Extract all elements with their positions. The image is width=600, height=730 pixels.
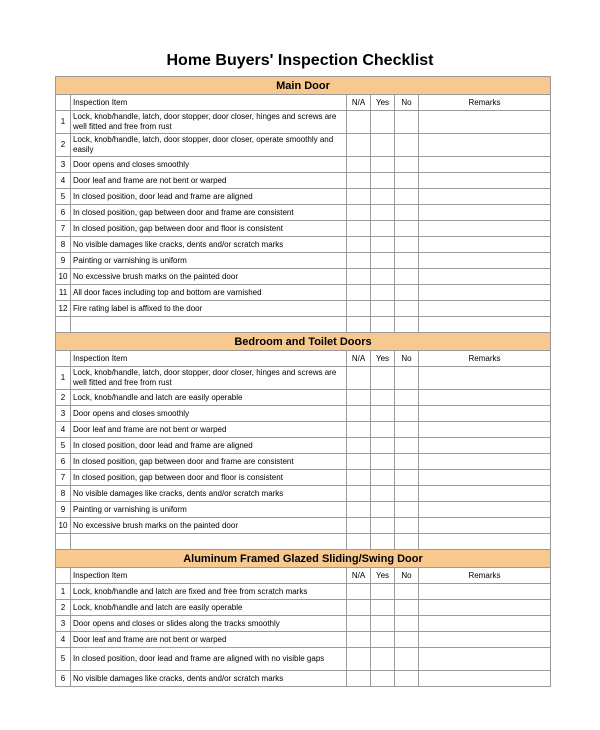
remarks-cell[interactable] bbox=[419, 632, 551, 648]
no-cell[interactable] bbox=[395, 285, 419, 301]
item-number: 12 bbox=[56, 301, 71, 317]
na-cell[interactable] bbox=[347, 173, 371, 189]
blank-cell bbox=[371, 534, 395, 550]
item-text: Lock, knob/handle, latch, door stopper, door closer, hinges and screws are well fitted and free from rust bbox=[71, 111, 347, 134]
yes-cell[interactable] bbox=[371, 253, 395, 269]
na-cell[interactable] bbox=[347, 616, 371, 632]
item-number: 5 bbox=[56, 438, 71, 454]
remarks-cell[interactable] bbox=[419, 205, 551, 221]
table-row bbox=[56, 671, 551, 687]
no-cell[interactable] bbox=[395, 269, 419, 285]
table-row bbox=[56, 502, 551, 518]
remarks-cell[interactable] bbox=[419, 518, 551, 534]
table-row bbox=[56, 454, 551, 470]
na-cell[interactable] bbox=[347, 205, 371, 221]
no-cell[interactable] bbox=[395, 406, 419, 422]
table-row bbox=[56, 237, 551, 253]
item-number: 8 bbox=[56, 486, 71, 502]
na-cell[interactable] bbox=[347, 301, 371, 317]
no-cell[interactable] bbox=[395, 648, 419, 671]
yes-cell[interactable] bbox=[371, 632, 395, 648]
no-cell[interactable] bbox=[395, 600, 419, 616]
col-inspection-item-header: Inspection Item bbox=[71, 568, 347, 584]
item-text: Lock, knob/handle, latch, door stopper, door closer, hinges and screws are well fitted and free from rust bbox=[71, 367, 347, 390]
column-header-row bbox=[56, 568, 551, 584]
na-cell[interactable] bbox=[347, 438, 371, 454]
blank-cell bbox=[56, 534, 71, 550]
item-text: Fire rating label is affixed to the door bbox=[71, 301, 347, 317]
table-row bbox=[56, 301, 551, 317]
section-header bbox=[56, 77, 551, 95]
remarks-cell[interactable] bbox=[419, 584, 551, 600]
remarks-cell[interactable] bbox=[419, 616, 551, 632]
table-row bbox=[56, 438, 551, 454]
item-text: In closed position, door lead and frame are aligned with no visible gaps bbox=[71, 648, 347, 671]
item-text: No visible damages like cracks, dents and/or scratch marks bbox=[71, 237, 347, 253]
na-cell[interactable] bbox=[347, 237, 371, 253]
col-number-header bbox=[56, 95, 71, 111]
item-text: Door opens and closes smoothly bbox=[71, 406, 347, 422]
col-no-header: No bbox=[395, 351, 419, 367]
na-cell[interactable] bbox=[347, 470, 371, 486]
item-text: No excessive brush marks on the painted door bbox=[71, 269, 347, 285]
remarks-cell[interactable] bbox=[419, 406, 551, 422]
col-na-header: N/A bbox=[347, 568, 371, 584]
item-text: No visible damages like cracks, dents and/or scratch marks bbox=[71, 486, 347, 502]
yes-cell[interactable] bbox=[371, 422, 395, 438]
table-row bbox=[56, 616, 551, 632]
remarks-cell[interactable] bbox=[419, 157, 551, 173]
col-no-header: No bbox=[395, 95, 419, 111]
item-text: All door faces including top and bottom are varnished bbox=[71, 285, 347, 301]
item-text: Lock, knob/handle and latch are easily operable bbox=[71, 390, 347, 406]
item-number: 5 bbox=[56, 648, 71, 671]
item-text: Door leaf and frame are not bent or warped bbox=[71, 422, 347, 438]
col-remarks-header: Remarks bbox=[419, 95, 551, 111]
item-number: 3 bbox=[56, 157, 71, 173]
no-cell[interactable] bbox=[395, 486, 419, 502]
na-cell[interactable] bbox=[347, 134, 371, 157]
na-cell[interactable] bbox=[347, 269, 371, 285]
table-row bbox=[56, 221, 551, 237]
no-cell[interactable] bbox=[395, 632, 419, 648]
item-number: 2 bbox=[56, 134, 71, 157]
na-cell[interactable] bbox=[347, 600, 371, 616]
na-cell[interactable] bbox=[347, 390, 371, 406]
remarks-cell[interactable] bbox=[419, 237, 551, 253]
no-cell[interactable] bbox=[395, 189, 419, 205]
table-row bbox=[56, 584, 551, 600]
item-number: 11 bbox=[56, 285, 71, 301]
no-cell[interactable] bbox=[395, 584, 419, 600]
yes-cell[interactable] bbox=[371, 671, 395, 687]
table-row bbox=[56, 486, 551, 502]
item-text: No excessive brush marks on the painted door bbox=[71, 518, 347, 534]
no-cell[interactable] bbox=[395, 390, 419, 406]
item-number: 4 bbox=[56, 422, 71, 438]
remarks-cell[interactable] bbox=[419, 486, 551, 502]
no-cell[interactable] bbox=[395, 157, 419, 173]
item-number: 8 bbox=[56, 237, 71, 253]
yes-cell[interactable] bbox=[371, 390, 395, 406]
col-inspection-item-header: Inspection Item bbox=[71, 95, 347, 111]
table-row bbox=[56, 157, 551, 173]
remarks-cell[interactable] bbox=[419, 648, 551, 671]
yes-cell[interactable] bbox=[371, 173, 395, 189]
item-text: Painting or varnishing is uniform bbox=[71, 502, 347, 518]
item-number: 10 bbox=[56, 269, 71, 285]
no-cell[interactable] bbox=[395, 454, 419, 470]
yes-cell[interactable] bbox=[371, 189, 395, 205]
remarks-cell[interactable] bbox=[419, 454, 551, 470]
item-text: Lock, knob/handle and latch are easily operable bbox=[71, 600, 347, 616]
section-title: Aluminum Framed Glazed Sliding/Swing Door bbox=[56, 550, 551, 568]
item-number: 1 bbox=[56, 584, 71, 600]
item-number: 2 bbox=[56, 390, 71, 406]
blank-cell bbox=[371, 317, 395, 333]
checklist-sheet bbox=[55, 76, 550, 687]
na-cell[interactable] bbox=[347, 648, 371, 671]
no-cell[interactable] bbox=[395, 205, 419, 221]
table-row bbox=[56, 173, 551, 189]
item-number: 6 bbox=[56, 671, 71, 687]
table-row bbox=[56, 285, 551, 301]
remarks-cell[interactable] bbox=[419, 269, 551, 285]
table-row bbox=[56, 189, 551, 205]
checklist-table bbox=[55, 76, 551, 687]
section-header bbox=[56, 550, 551, 568]
na-cell[interactable] bbox=[347, 111, 371, 134]
col-na-header: N/A bbox=[347, 95, 371, 111]
table-row bbox=[56, 134, 551, 157]
yes-cell[interactable] bbox=[371, 367, 395, 390]
remarks-cell[interactable] bbox=[419, 390, 551, 406]
item-text: Lock, knob/handle, latch, door stopper, door closer, operate smoothly and easily bbox=[71, 134, 347, 157]
item-number: 7 bbox=[56, 221, 71, 237]
na-cell[interactable] bbox=[347, 157, 371, 173]
col-number-header bbox=[56, 568, 71, 584]
table-row bbox=[56, 600, 551, 616]
na-cell[interactable] bbox=[347, 584, 371, 600]
table-row bbox=[56, 269, 551, 285]
yes-cell[interactable] bbox=[371, 470, 395, 486]
remarks-cell[interactable] bbox=[419, 189, 551, 205]
col-yes-header: Yes bbox=[371, 351, 395, 367]
table-row bbox=[56, 253, 551, 269]
col-remarks-header: Remarks bbox=[419, 351, 551, 367]
remarks-cell[interactable] bbox=[419, 221, 551, 237]
table-row bbox=[56, 422, 551, 438]
no-cell[interactable] bbox=[395, 438, 419, 454]
na-cell[interactable] bbox=[347, 671, 371, 687]
item-number: 3 bbox=[56, 616, 71, 632]
item-text: Painting or varnishing is uniform bbox=[71, 253, 347, 269]
col-inspection-item-header: Inspection Item bbox=[71, 351, 347, 367]
na-cell[interactable] bbox=[347, 253, 371, 269]
na-cell[interactable] bbox=[347, 285, 371, 301]
remarks-cell[interactable] bbox=[419, 134, 551, 157]
no-cell[interactable] bbox=[395, 253, 419, 269]
yes-cell[interactable] bbox=[371, 600, 395, 616]
item-number: 1 bbox=[56, 111, 71, 134]
blank-cell bbox=[71, 534, 347, 550]
item-number: 5 bbox=[56, 189, 71, 205]
no-cell[interactable] bbox=[395, 616, 419, 632]
col-remarks-header: Remarks bbox=[419, 568, 551, 584]
item-number: 1 bbox=[56, 367, 71, 390]
na-cell[interactable] bbox=[347, 367, 371, 390]
item-number: 2 bbox=[56, 600, 71, 616]
col-yes-header: Yes bbox=[371, 568, 395, 584]
item-text: Lock, knob/handle and latch are fixed and free from scratch marks bbox=[71, 584, 347, 600]
col-yes-header: Yes bbox=[371, 95, 395, 111]
yes-cell[interactable] bbox=[371, 584, 395, 600]
yes-cell[interactable] bbox=[371, 648, 395, 671]
table-row bbox=[56, 648, 551, 671]
blank-cell bbox=[71, 317, 347, 333]
no-cell[interactable] bbox=[395, 221, 419, 237]
remarks-cell[interactable] bbox=[419, 422, 551, 438]
page-title: Home Buyers' Inspection Checklist bbox=[166, 52, 434, 69]
remarks-cell[interactable] bbox=[419, 470, 551, 486]
item-number: 7 bbox=[56, 470, 71, 486]
column-header-row bbox=[56, 95, 551, 111]
yes-cell[interactable] bbox=[371, 502, 395, 518]
blank-row bbox=[56, 317, 551, 333]
table-row bbox=[56, 205, 551, 221]
table-row bbox=[56, 367, 551, 390]
item-text: In closed position, gap between door and floor is consistent bbox=[71, 470, 347, 486]
item-text: In closed position, gap between door and frame are consistent bbox=[71, 454, 347, 470]
blank-cell bbox=[347, 317, 371, 333]
blank-cell bbox=[395, 534, 419, 550]
no-cell[interactable] bbox=[395, 367, 419, 390]
item-text: Door leaf and frame are not bent or warped bbox=[71, 632, 347, 648]
col-number-header bbox=[56, 351, 71, 367]
table-row bbox=[56, 111, 551, 134]
section-header bbox=[56, 333, 551, 351]
na-cell[interactable] bbox=[347, 632, 371, 648]
na-cell[interactable] bbox=[347, 422, 371, 438]
yes-cell[interactable] bbox=[371, 285, 395, 301]
no-cell[interactable] bbox=[395, 301, 419, 317]
item-number: 3 bbox=[56, 406, 71, 422]
item-number: 10 bbox=[56, 518, 71, 534]
blank-cell bbox=[56, 317, 71, 333]
table-row bbox=[56, 406, 551, 422]
yes-cell[interactable] bbox=[371, 406, 395, 422]
na-cell[interactable] bbox=[347, 454, 371, 470]
no-cell[interactable] bbox=[395, 470, 419, 486]
remarks-cell[interactable] bbox=[419, 173, 551, 189]
na-cell[interactable] bbox=[347, 486, 371, 502]
yes-cell[interactable] bbox=[371, 486, 395, 502]
na-cell[interactable] bbox=[347, 221, 371, 237]
blank-cell bbox=[419, 317, 551, 333]
item-number: 6 bbox=[56, 454, 71, 470]
item-text: Door opens and closes or slides along the tracks smoothly bbox=[71, 616, 347, 632]
item-text: In closed position, door lead and frame are aligned bbox=[71, 189, 347, 205]
na-cell[interactable] bbox=[347, 189, 371, 205]
item-number: 6 bbox=[56, 205, 71, 221]
yes-cell[interactable] bbox=[371, 237, 395, 253]
yes-cell[interactable] bbox=[371, 454, 395, 470]
yes-cell[interactable] bbox=[371, 111, 395, 134]
yes-cell[interactable] bbox=[371, 157, 395, 173]
na-cell[interactable] bbox=[347, 518, 371, 534]
item-text: No visible damages like cracks, dents and/or scratch marks bbox=[71, 671, 347, 687]
na-cell[interactable] bbox=[347, 502, 371, 518]
remarks-cell[interactable] bbox=[419, 502, 551, 518]
remarks-cell[interactable] bbox=[419, 301, 551, 317]
blank-cell bbox=[347, 534, 371, 550]
no-cell[interactable] bbox=[395, 518, 419, 534]
item-text: Door leaf and frame are not bent or warped bbox=[71, 173, 347, 189]
item-text: In closed position, gap between door and floor is consistent bbox=[71, 221, 347, 237]
col-no-header: No bbox=[395, 568, 419, 584]
item-number: 4 bbox=[56, 173, 71, 189]
no-cell[interactable] bbox=[395, 111, 419, 134]
remarks-cell[interactable] bbox=[419, 253, 551, 269]
section-title: Bedroom and Toilet Doors bbox=[56, 333, 551, 351]
col-na-header: N/A bbox=[347, 351, 371, 367]
no-cell[interactable] bbox=[395, 671, 419, 687]
remarks-cell[interactable] bbox=[419, 111, 551, 134]
item-number: 9 bbox=[56, 253, 71, 269]
item-number: 4 bbox=[56, 632, 71, 648]
table-row bbox=[56, 470, 551, 486]
blank-cell bbox=[395, 317, 419, 333]
no-cell[interactable] bbox=[395, 173, 419, 189]
yes-cell[interactable] bbox=[371, 518, 395, 534]
no-cell[interactable] bbox=[395, 134, 419, 157]
yes-cell[interactable] bbox=[371, 616, 395, 632]
na-cell[interactable] bbox=[347, 406, 371, 422]
table-row bbox=[56, 632, 551, 648]
no-cell[interactable] bbox=[395, 422, 419, 438]
item-text: In closed position, door lead and frame are aligned bbox=[71, 438, 347, 454]
blank-row bbox=[56, 534, 551, 550]
remarks-cell[interactable] bbox=[419, 438, 551, 454]
column-header-row bbox=[56, 351, 551, 367]
item-text: Door opens and closes smoothly bbox=[71, 157, 347, 173]
yes-cell[interactable] bbox=[371, 134, 395, 157]
yes-cell[interactable] bbox=[371, 301, 395, 317]
blank-cell bbox=[419, 534, 551, 550]
no-cell[interactable] bbox=[395, 237, 419, 253]
yes-cell[interactable] bbox=[371, 221, 395, 237]
section-title: Main Door bbox=[56, 77, 551, 95]
table-row bbox=[56, 390, 551, 406]
item-number: 9 bbox=[56, 502, 71, 518]
yes-cell[interactable] bbox=[371, 205, 395, 221]
remarks-cell[interactable] bbox=[419, 367, 551, 390]
no-cell[interactable] bbox=[395, 502, 419, 518]
yes-cell[interactable] bbox=[371, 269, 395, 285]
table-row bbox=[56, 518, 551, 534]
yes-cell[interactable] bbox=[371, 438, 395, 454]
remarks-cell[interactable] bbox=[419, 285, 551, 301]
remarks-cell[interactable] bbox=[419, 600, 551, 616]
item-text: In closed position, gap between door and frame are consistent bbox=[71, 205, 347, 221]
remarks-cell[interactable] bbox=[419, 671, 551, 687]
